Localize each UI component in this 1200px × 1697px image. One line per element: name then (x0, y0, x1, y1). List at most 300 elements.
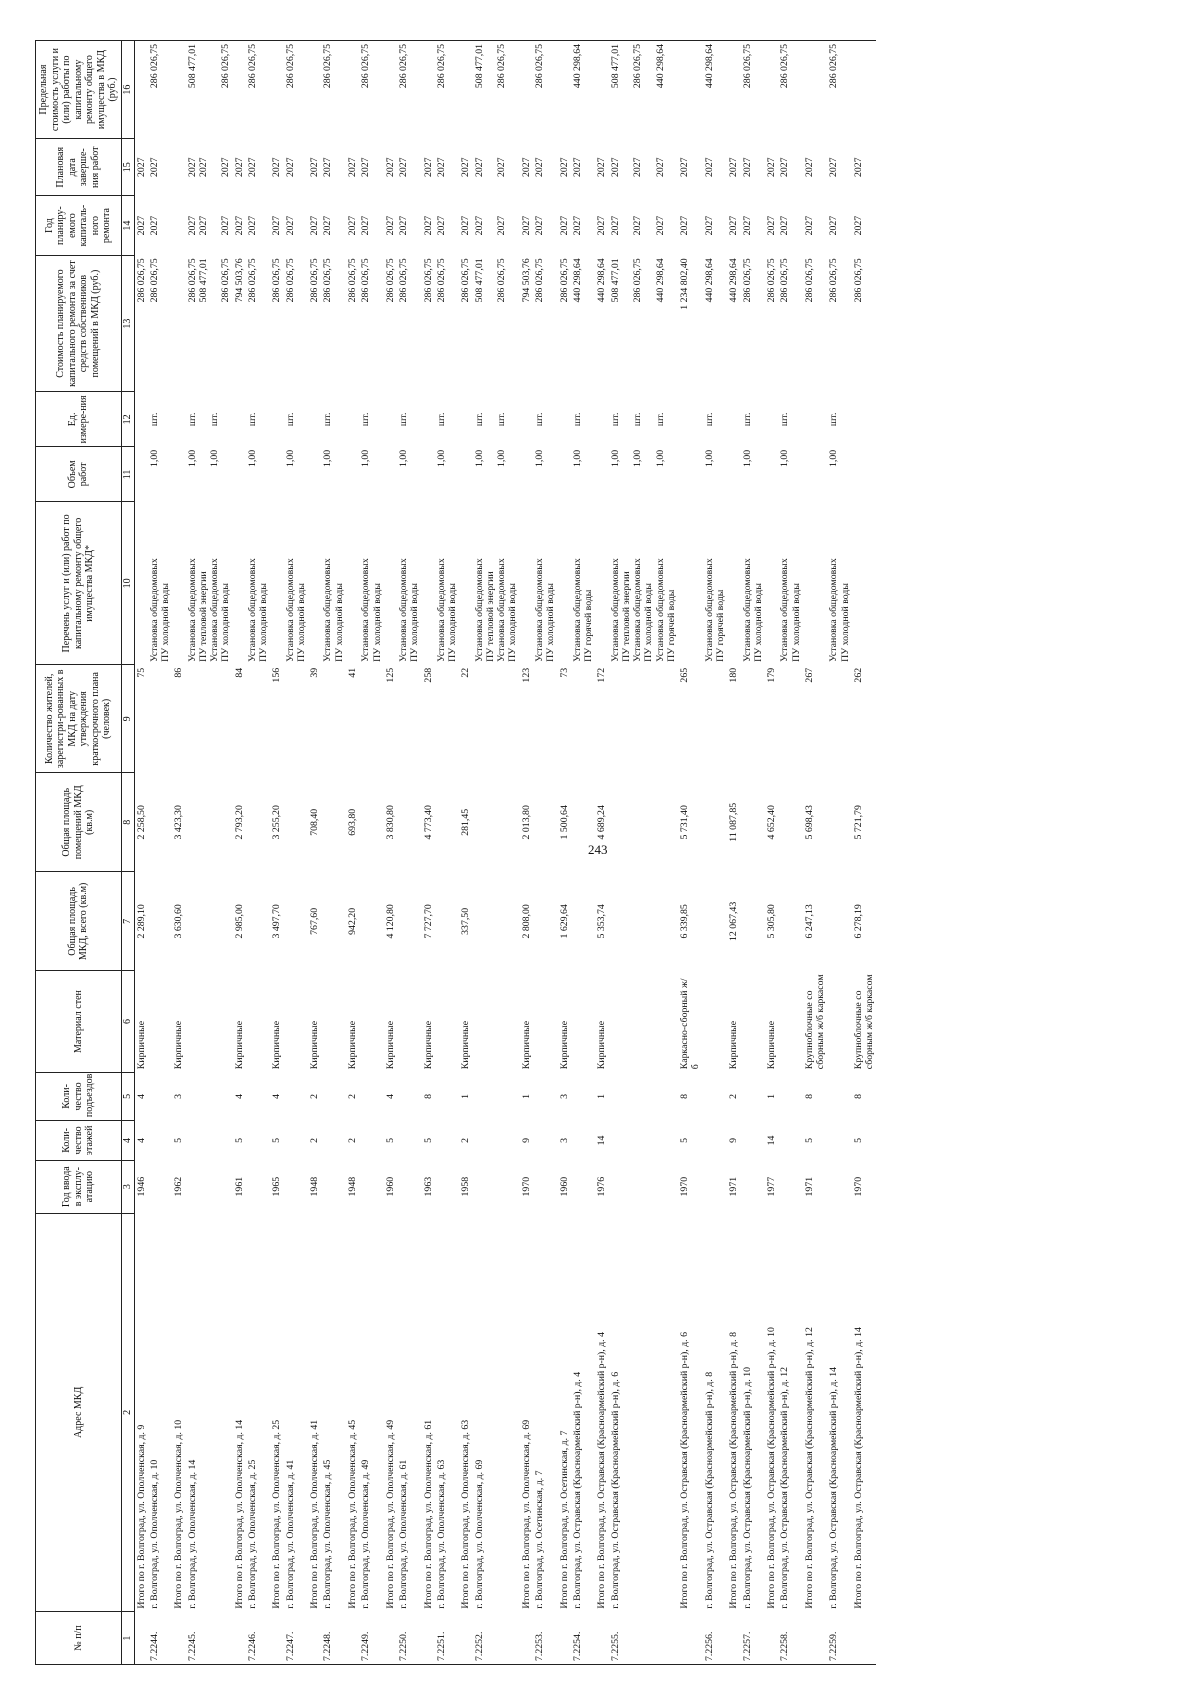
residents-cell: 267 (803, 667, 815, 683)
entrances-cell: 3 (558, 1093, 570, 1099)
volume-cell (435, 447, 460, 502)
residents-cell: 180 (728, 667, 740, 683)
cost-cell-line: 508 477,01 (197, 258, 209, 303)
unit-cell-line: шт. (632, 412, 644, 427)
floors-cell (609, 1121, 679, 1161)
column-number: 3 (121, 1160, 134, 1213)
residents-cell: 22 (460, 667, 472, 678)
end-date-cell-line: 2027 (246, 157, 258, 178)
floors-cell: 5 (173, 1137, 185, 1143)
volume-cell-line: 1,00 (828, 449, 840, 468)
floors-cell (741, 1121, 766, 1161)
year-cell: 1958 (460, 1176, 472, 1197)
entrances-cell: 1 (520, 1093, 532, 1099)
year-cell: 1976 (596, 1176, 608, 1197)
total-area-cell (533, 872, 558, 971)
rooms-area-cell (827, 773, 852, 872)
address-cell (533, 1213, 558, 1612)
unit-cell-line: шт. (496, 412, 508, 427)
row-number (765, 1612, 778, 1665)
address-cell (852, 1213, 877, 1612)
end-date-cell-line: 2027 (520, 157, 532, 178)
volume-cell-line: 1,00 (186, 449, 198, 468)
floors-cell: 5 (384, 1137, 396, 1143)
end-date-cell-line: 2027 (360, 157, 372, 178)
end-date-cell-line: 2027 (135, 157, 147, 178)
cost-cell (827, 255, 852, 392)
unit-cell (270, 392, 283, 447)
plan-year-cell (473, 196, 520, 255)
address-cell (359, 1213, 384, 1612)
wall-material-cell: Кирпичные (384, 1020, 396, 1070)
end-date-cell-line: 2027 (534, 157, 545, 178)
table-row (459, 41, 472, 1665)
address-cell-line: г. Волгоград, ул. Остравская (Красноармейский р-н), д. 14 (828, 1366, 840, 1609)
col-header-floors: Коли-чество этажей (36, 1121, 122, 1161)
unit-cell (852, 392, 877, 447)
works-cell-line: ПУ холодной воды (160, 583, 172, 662)
address-cell (827, 1213, 852, 1612)
cost-cell-line: 286 026,75 (741, 258, 753, 303)
plan-year-cell-line: 2027 (271, 215, 283, 236)
works-cell-line: ПУ холодной воды (333, 583, 345, 662)
floors-cell: 4 (135, 1137, 147, 1143)
total-area-cell (397, 872, 422, 971)
end-date-cell-line: 2027 (284, 157, 296, 178)
plan-year-cell (852, 196, 877, 255)
floors-cell (703, 1121, 728, 1161)
total-area-cell: 2 808,00 (520, 904, 532, 939)
end-date-cell-line: 2027 (422, 157, 434, 178)
limit-cost-cell (473, 41, 520, 139)
cost-cell (803, 255, 828, 392)
rooms-area-cell (571, 773, 596, 872)
plan-year-cell-line: 2027 (460, 215, 472, 236)
cost-cell (384, 255, 397, 392)
rooms-area-cell: 11 087,85 (728, 802, 740, 842)
cost-cell (727, 255, 740, 392)
address-cell (397, 1213, 422, 1612)
total-area-cell: 3 630,60 (173, 904, 185, 939)
year-cell (533, 1160, 558, 1213)
row-number: 7.2247. (284, 1612, 309, 1665)
limit-cost-cell (308, 41, 321, 139)
plan-year-cell (678, 196, 703, 255)
plan-year-cell-line: 2027 (220, 215, 232, 236)
unit-cell (609, 392, 679, 447)
volume-cell (558, 447, 571, 502)
rooms-area-cell (246, 773, 271, 872)
cost-cell (359, 255, 384, 392)
plan-year-cell (233, 196, 246, 255)
cost-cell-line: 794 503,76 (520, 258, 532, 303)
unit-cell (284, 392, 309, 447)
end-date-cell-line: 2027 (398, 157, 410, 178)
wall-material-cell: Кирпичные (520, 1020, 532, 1070)
cost-cell-line: 286 026,75 (148, 258, 160, 303)
cost-cell-line: 508 477,01 (473, 258, 485, 303)
limit-cost-cell (703, 41, 728, 139)
row-number (172, 1612, 185, 1665)
address-cell (422, 1213, 435, 1612)
works-cell (422, 502, 435, 665)
unit-cell (397, 392, 422, 447)
end-date-cell-line (621, 142, 632, 193)
address-cell (148, 1213, 173, 1612)
plan-year-cell-line: 2027 (520, 215, 532, 236)
end-date-cell (435, 139, 460, 196)
volume-cell-line: 1,00 (571, 449, 583, 468)
volume-cell (765, 447, 778, 502)
cost-cell-line: 286 026,75 (309, 258, 321, 303)
plan-year-cell-line: 2027 (197, 215, 209, 236)
residents-cell: 73 (558, 667, 570, 678)
end-date-cell-line: 2027 (728, 157, 740, 178)
address-cell (678, 1213, 703, 1612)
col-header-total-area: Общая площадь МКД, всего (кв.м) (36, 872, 122, 971)
address-cell-line: Итого по г. Волгоград, ул. Ополченская, д. 14 (233, 1419, 245, 1609)
unit-cell (134, 392, 148, 447)
unit-cell-line (485, 395, 496, 444)
address-cell (803, 1213, 828, 1612)
end-date-cell (827, 139, 852, 196)
cost-cell (678, 255, 703, 392)
limit-cost-cell-line: 286 026,75 (360, 44, 372, 89)
end-date-cell-line: 2027 (186, 157, 198, 178)
works-cell-line: Установка общедомовых (473, 558, 485, 662)
works-cell-line: Установка общедомовых (609, 558, 621, 662)
table-row (609, 41, 679, 1665)
cost-cell-line: 286 026,75 (384, 258, 396, 303)
cost-cell (778, 255, 803, 392)
rooms-area-cell (609, 773, 679, 872)
cost-cell-line: 440 298,64 (703, 258, 715, 303)
residents-cell: 179 (766, 667, 778, 683)
cost-cell (246, 255, 271, 392)
total-area-cell: 3 497,70 (271, 904, 283, 939)
unit-cell (803, 392, 828, 447)
repair-plan-table (35, 40, 876, 1665)
col-header-wall-material: Материал стен (36, 971, 122, 1072)
volume-cell (246, 447, 271, 502)
unit-cell-line: шт. (148, 412, 160, 427)
end-date-cell-line: 2027 (803, 157, 815, 178)
cost-cell-line: 286 026,75 (828, 258, 840, 303)
year-cell (246, 1160, 271, 1213)
end-date-cell-line: 2027 (473, 157, 485, 178)
volume-cell (321, 447, 346, 502)
total-area-cell: 6 247,13 (803, 904, 815, 939)
address-cell-line: Итого по г. Волгоград, ул. Остравская (Красноармейский р-н), д. 12 (803, 1327, 815, 1609)
end-date-cell-line: 2027 (703, 157, 715, 178)
plan-year-cell-line (485, 199, 496, 252)
limit-cost-cell (321, 41, 346, 139)
end-date-cell (765, 139, 778, 196)
wall-material-cell: Кирпичные (173, 1020, 185, 1070)
end-date-cell-line: 2027 (679, 157, 691, 178)
plan-year-cell (321, 196, 346, 255)
total-area-cell (703, 872, 728, 971)
works-cell-line: Установка общедомовых (632, 558, 644, 662)
entrances-cell (321, 1072, 346, 1120)
address-cell-line: Итого по г. Волгоград, ул. Ополченская, д. 41 (309, 1419, 321, 1609)
plan-year-cell (558, 196, 571, 255)
table-row (270, 41, 283, 1665)
end-date-cell (609, 139, 679, 196)
unit-cell (703, 392, 728, 447)
unit-cell-line: шт. (322, 412, 334, 427)
works-cell-line: ПУ холодной воды (752, 583, 764, 662)
table-row (435, 41, 460, 1665)
rooms-area-cell: 4 773,40 (422, 805, 434, 840)
year-cell (703, 1160, 728, 1213)
end-date-cell (703, 139, 728, 196)
rooms-area-cell (778, 773, 803, 872)
cost-cell (321, 255, 346, 392)
total-area-cell: 6 278,19 (852, 904, 864, 939)
limit-cost-cell (678, 41, 703, 139)
works-cell (609, 502, 679, 665)
rooms-area-cell (703, 773, 728, 872)
plan-year-cell (520, 196, 533, 255)
plan-year-cell-line: 2027 (828, 215, 840, 236)
works-cell-line: ПУ холодной воды (220, 583, 232, 662)
year-cell (186, 1160, 233, 1213)
table-row (741, 41, 766, 1665)
end-date-cell (134, 139, 148, 196)
unit-cell (678, 392, 703, 447)
end-date-cell (558, 139, 571, 196)
end-date-cell (459, 139, 472, 196)
year-cell (284, 1160, 309, 1213)
cost-cell-line: 286 026,75 (186, 258, 198, 303)
unit-cell (186, 392, 233, 447)
works-cell (233, 502, 246, 665)
row-number: 7.2245. (186, 1612, 233, 1665)
table-row (172, 41, 185, 1665)
limit-cost-cell (533, 41, 558, 139)
entrances-cell: 2 (728, 1093, 740, 1099)
residents-cell (741, 665, 766, 773)
residents-cell (246, 665, 271, 773)
end-date-cell-line: 2027 (558, 157, 570, 178)
plan-year-cell (571, 196, 596, 255)
works-cell-line: ПУ горячей воды (714, 589, 726, 662)
volume-cell-line: 1,00 (398, 449, 410, 468)
plan-year-cell-line: 2027 (135, 215, 147, 236)
cost-cell (284, 255, 309, 392)
address-cell-line: г. Волгоград, ул. Ополченская, д. 14 (186, 1459, 198, 1609)
row-number: 7.2255. (609, 1612, 679, 1665)
residents-cell (473, 665, 520, 773)
plan-year-cell (308, 196, 321, 255)
limit-cost-cell (233, 41, 246, 139)
limit-cost-cell (422, 41, 435, 139)
address-cell-line: Итого по г. Волгоград, ул. Остравская (Красноармейский р-н), д. 8 (728, 1332, 740, 1609)
wall-material-cell: Кирпичные (596, 1020, 608, 1070)
volume-cell (520, 447, 533, 502)
plan-year-cell-line: 2027 (384, 215, 396, 236)
unit-cell (533, 392, 558, 447)
limit-cost-cell (359, 41, 384, 139)
plan-year-cell-line: 2027 (398, 215, 410, 236)
limit-cost-cell-line: 286 026,75 (148, 44, 160, 89)
year-cell: 1977 (766, 1176, 778, 1197)
limit-cost-cell (520, 41, 533, 139)
col-header-cost: Стоимость планируемого капитального ремонта за счет средств собственников помещений в МКД (руб.) (36, 255, 122, 392)
entrances-cell: 8 (679, 1093, 691, 1099)
floors-cell: 14 (596, 1135, 608, 1146)
floors-cell: 2 (347, 1137, 359, 1143)
cost-cell-line: 794 503,76 (233, 258, 245, 303)
works-cell (678, 502, 703, 665)
floors-cell: 9 (520, 1137, 532, 1143)
plan-year-cell (533, 196, 558, 255)
entrances-cell (571, 1072, 596, 1120)
floors-cell: 5 (803, 1137, 815, 1143)
address-cell-line: г. Волгоград, ул. Остравская (Красноармейский р-н), д. 6 (609, 1371, 621, 1609)
works-cell-line: Установка общедомовых (741, 558, 753, 662)
row-number: 7.2248. (321, 1612, 346, 1665)
volume-cell-line: 1,00 (609, 449, 621, 468)
floors-cell: 2 (309, 1137, 321, 1143)
works-cell-line: Установка общедомовых (209, 558, 221, 662)
limit-cost-cell (346, 41, 359, 139)
unit-cell-line: шт. (828, 412, 840, 427)
total-area-cell: 5 353,74 (596, 904, 608, 939)
address-cell-line: Итого по г. Волгоград, ул. Ополченская, д. 63 (460, 1419, 472, 1609)
cost-cell-line (485, 258, 496, 389)
col-header-entrances: Коли-чество подъездов (36, 1072, 122, 1120)
end-date-cell (270, 139, 283, 196)
cost-cell (520, 255, 533, 392)
unit-cell-line (643, 395, 654, 444)
table-row (727, 41, 740, 1665)
end-date-cell (852, 139, 877, 196)
works-cell (741, 502, 766, 665)
plan-year-cell-line: 2027 (309, 215, 321, 236)
row-number (558, 1612, 571, 1665)
row-number (134, 1612, 148, 1665)
unit-cell-line: шт. (435, 412, 447, 427)
address-cell (609, 1213, 679, 1612)
row-number (520, 1612, 533, 1665)
col-header-limit-cost: Предельная стоимость услуги и (или) работы по капитальному ремонту общего имущества в МКД (руб.) (36, 41, 122, 139)
volume-cell-line (198, 450, 209, 499)
floors-cell (397, 1121, 422, 1161)
cost-cell-line: 286 026,75 (632, 258, 644, 303)
works-cell-line: Установка общедомовых (398, 558, 410, 662)
plan-year-cell (397, 196, 422, 255)
residents-cell (284, 665, 309, 773)
cost-cell (852, 255, 877, 392)
cost-cell-line: 440 298,64 (596, 258, 608, 303)
entrances-cell (186, 1072, 233, 1120)
end-date-cell (678, 139, 703, 196)
cost-cell-line: 440 298,64 (571, 258, 583, 303)
entrances-cell: 4 (384, 1093, 396, 1099)
end-date-cell (308, 139, 321, 196)
table-row (397, 41, 422, 1665)
limit-cost-cell-line: 440 298,64 (703, 44, 715, 89)
unit-cell (359, 392, 384, 447)
column-number: 4 (121, 1121, 134, 1161)
end-date-cell (172, 139, 185, 196)
works-cell-line: Установка общедомовых (322, 558, 334, 662)
address-cell-line: Итого по г. Волгоград, ул. Остравская (Красноармейский р-н), д. 10 (766, 1327, 778, 1609)
row-number: 7.2249. (359, 1612, 384, 1665)
wall-material-cell: Кирпичные (766, 1020, 778, 1070)
unit-cell (148, 392, 173, 447)
plan-year-cell-line: 2027 (766, 215, 778, 236)
unit-cell (435, 392, 460, 447)
wall-material-cell (827, 971, 852, 1072)
address-cell-line: Итого по г. Волгоград, ул. Ополченская, д. 9 (135, 1424, 147, 1609)
wall-material-cell: Крупноблочные со сборным ж/б каркасом (803, 974, 827, 1070)
residents-cell: 125 (384, 667, 396, 683)
address-cell-line: г. Волгоград, ул. Ополченская, д. 10 (148, 1459, 160, 1609)
plan-year-cell (246, 196, 271, 255)
volume-cell-line (621, 450, 632, 499)
works-cell (459, 502, 472, 665)
cost-cell (571, 255, 596, 392)
row-number: 7.2257. (741, 1612, 766, 1665)
residents-cell (186, 665, 233, 773)
unit-cell (459, 392, 472, 447)
end-date-cell-line: 2027 (741, 157, 753, 178)
plan-year-cell-line: 2027 (852, 215, 864, 236)
year-cell (435, 1160, 460, 1213)
total-area-cell: 2 985,00 (233, 904, 245, 939)
col-header-residents: Количество жителей, зарегистри-рованных в МКД на дату утверждения краткосрочного плана (человек) (36, 665, 122, 773)
wall-material-cell: Крупноблочные со сборным ж/б каркасом (852, 974, 876, 1070)
address-cell-line: Итого по г. Волгоград, ул. Остравская (Красноармейский р-н), д. 4 (596, 1332, 608, 1609)
cost-cell (609, 255, 679, 392)
plan-year-cell-line: 2027 (803, 215, 815, 236)
table-row (384, 41, 397, 1665)
wall-material-cell: Каркасно-сборный ж/б (679, 978, 702, 1070)
table-row (359, 41, 384, 1665)
end-date-cell-line: 2027 (852, 157, 864, 178)
limit-cost-cell (435, 41, 460, 139)
volume-cell-line: 1,00 (246, 449, 258, 468)
cost-cell (435, 255, 460, 392)
unit-cell (520, 392, 533, 447)
unit-cell (246, 392, 271, 447)
end-date-cell-line: 2027 (609, 157, 621, 178)
volume-cell (595, 447, 608, 502)
year-cell (571, 1160, 596, 1213)
header-row (36, 41, 122, 1665)
entrances-cell: 8 (803, 1093, 815, 1099)
plan-year-cell-line: 2027 (422, 215, 434, 236)
works-cell-line: ПУ холодной воды (447, 583, 459, 662)
column-number: 1 (121, 1612, 134, 1665)
plan-year-cell-line: 2027 (654, 215, 666, 236)
address-cell-line: г. Волгоград, ул. Остравская (Красноармейский р-н), д. 8 (703, 1371, 715, 1609)
end-date-cell-line: 2027 (347, 157, 359, 178)
rooms-area-cell (186, 773, 233, 872)
works-cell-line: Установка общедомовых (534, 558, 545, 662)
rooms-area-cell (741, 773, 766, 872)
address-cell (459, 1213, 472, 1612)
plan-year-cell-line: 2027 (186, 215, 198, 236)
plan-year-cell (765, 196, 778, 255)
col-header-plan-year: Год планиру-емого капиталь-ного ремонта (36, 196, 122, 255)
unit-cell (321, 392, 346, 447)
cost-cell-line: 440 298,64 (654, 258, 666, 303)
limit-cost-cell-line: 508 477,01 (609, 44, 621, 89)
